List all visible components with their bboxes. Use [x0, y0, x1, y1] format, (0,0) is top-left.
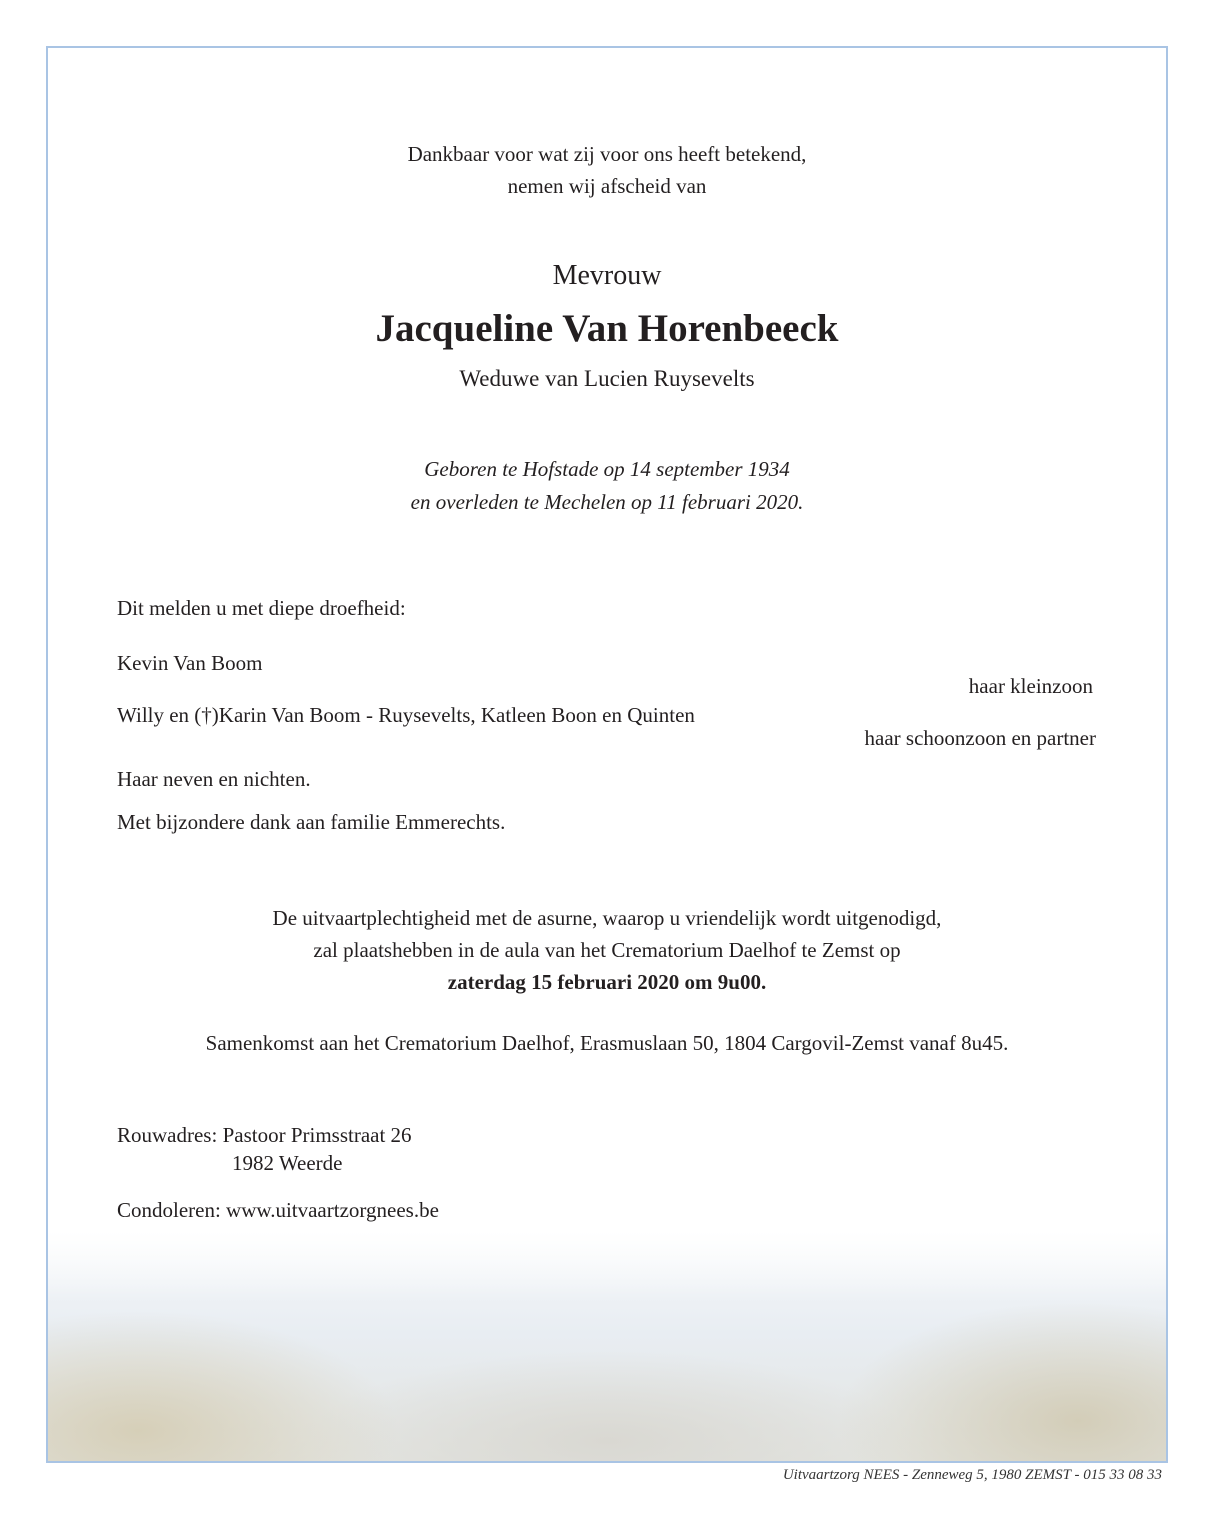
birth-line: Geboren te Hofstade op 14 september 1934 — [424, 457, 790, 481]
family-relation-2: haar schoonzoon en partner — [864, 726, 1096, 750]
intro-line-1: Dankbaar voor wat zij voor ons heeft betekend, — [407, 142, 807, 166]
condolence-link[interactable]: Condoleren: www.uitvaartzorgnees.be — [117, 1198, 439, 1222]
salutation: Mevrouw — [552, 260, 662, 291]
funeral-home-footer: Uitvaartzorg NEES - Zenneweg 5, 1980 ZEMST - 015 33 08 33 — [782, 1467, 1162, 1483]
ceremony-line-1: De uitvaartplechtigheid met de asurne, waarop u vriendelijk wordt uitgenodigd, — [272, 906, 942, 930]
deceased-name: Jacqueline Van Horenbeeck — [375, 307, 839, 350]
announcement: Dit melden u met diepe droefheid: — [117, 596, 406, 620]
extra-line-1: Haar neven en nichten. — [117, 767, 311, 791]
mourning-address-city: 1982 Weerde — [232, 1151, 343, 1175]
death-line: en overleden te Mechelen op 11 februari 2020. — [410, 490, 804, 514]
family-name-2: Willy en (†)Karin Van Boom - Ruysevelts, Katleen Boon en Quinten — [117, 703, 695, 727]
gathering: Samenkomst aan het Crematorium Daelhof, Erasmuslaan 50, 1804 Cargovil-Zemst vanaf 8u45. — [205, 1031, 1009, 1055]
mourning-address: Rouwadres: Pastoor Primsstraat 26 — [117, 1123, 412, 1147]
ceremony-line-2: zal plaatshebben in de aula van het Crematorium Daelhof te Zemst op — [313, 938, 901, 962]
card-frame — [46, 46, 1168, 1463]
family-name-1: Kevin Van Boom — [117, 651, 263, 675]
beach-dune-background-image — [48, 1231, 1166, 1461]
extra-line-2: Met bijzondere dank aan familie Emmerechts. — [117, 810, 506, 834]
ceremony-date: zaterdag 15 februari 2020 om 9u00. — [447, 970, 767, 994]
intro-line-2: nemen wij afscheid van — [507, 174, 707, 198]
family-relation-1: haar kleinzoon — [968, 674, 1093, 698]
widow-of: Weduwe van Lucien Ruysevelts — [459, 366, 755, 391]
